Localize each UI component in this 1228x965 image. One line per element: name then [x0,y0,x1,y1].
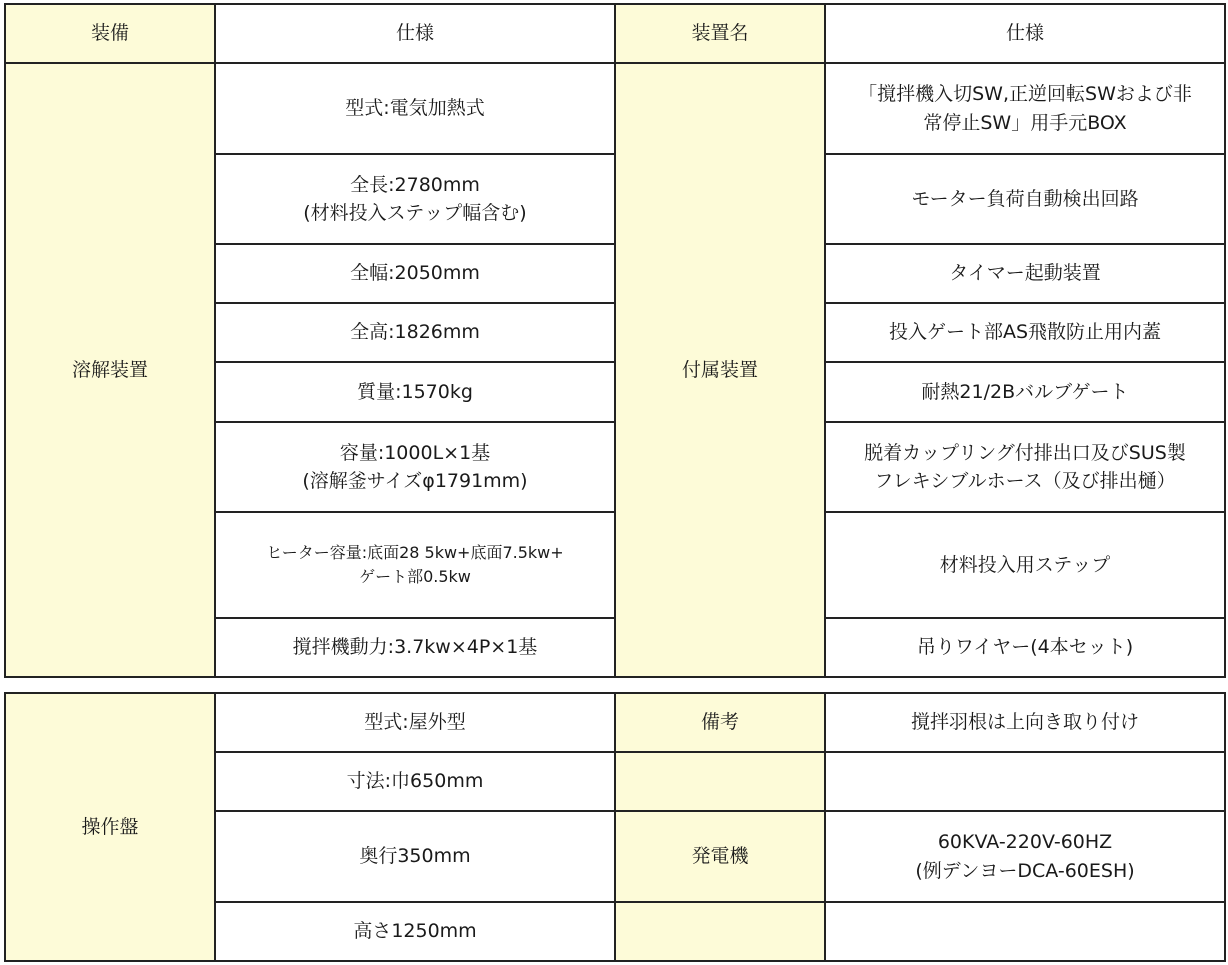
device-cell: 「撹拌機入切SW,正逆回転SWおよび非 常停止SW」用手元BOX [825,63,1225,154]
spec-cell: ヒーター容量:底面28 5kw+底面7.5kw+ ゲート部0.5kw [215,512,615,618]
generator-label: 発電機 [615,811,825,902]
header-spec: 仕様 [215,4,615,63]
spec-cell: 質量:1570kg [215,362,615,422]
device-label-accessories: 付属装置 [615,63,825,677]
equipment-label-melting-device: 溶解装置 [5,63,215,677]
header-device-name: 装置名 [615,4,825,63]
header-equipment: 装備 [5,4,215,63]
spec-cell: 全高:1826mm [215,303,615,362]
spec-cell: 全幅:2050mm [215,244,615,303]
spec-cell: 奥行350mm [215,811,615,902]
spec-cell: 容量:1000L×1基 (溶解釜サイズφ1791mm) [215,422,615,512]
spec-cell: 寸法:巾650mm [215,752,615,811]
empty-label-cell [615,902,825,961]
spec-cell: 型式:電気加熱式 [215,63,615,154]
spec-cell: 高さ1250mm [215,902,615,961]
device-cell: タイマー起動装置 [825,244,1225,303]
device-cell: 耐熱21/2Bバルブゲート [825,362,1225,422]
header-spec: 仕様 [825,4,1225,63]
control-panel-table [4,692,1226,962]
remarks-value: 撹拌羽根は上向き取り付け [825,693,1225,752]
spec-cell: 撹拌機動力:3.7kw×4P×1基 [215,618,615,677]
empty-value-cell [825,752,1225,811]
equipment-label-control-panel: 操作盤 [5,693,215,961]
empty-label-cell [615,752,825,811]
device-cell: 吊りワイヤー(4本セット) [825,618,1225,677]
generator-value: 60KVA-220V-60HZ (例デンヨーDCA-60ESH) [825,811,1225,902]
remarks-label: 備考 [615,693,825,752]
device-cell: 投入ゲート部AS飛散防止用内蓋 [825,303,1225,362]
spec-cell: 型式:屋外型 [215,693,615,752]
device-cell: 脱着カップリング付排出口及びSUS製 フレキシブルホース（及び排出樋） [825,422,1225,512]
device-cell: 材料投入用ステップ [825,512,1225,618]
empty-value-cell [825,902,1225,961]
device-cell: モーター負荷自動検出回路 [825,154,1225,244]
spec-cell: 全長:2780mm (材料投入ステップ幅含む) [215,154,615,244]
equipment-spec-table [4,3,1226,678]
